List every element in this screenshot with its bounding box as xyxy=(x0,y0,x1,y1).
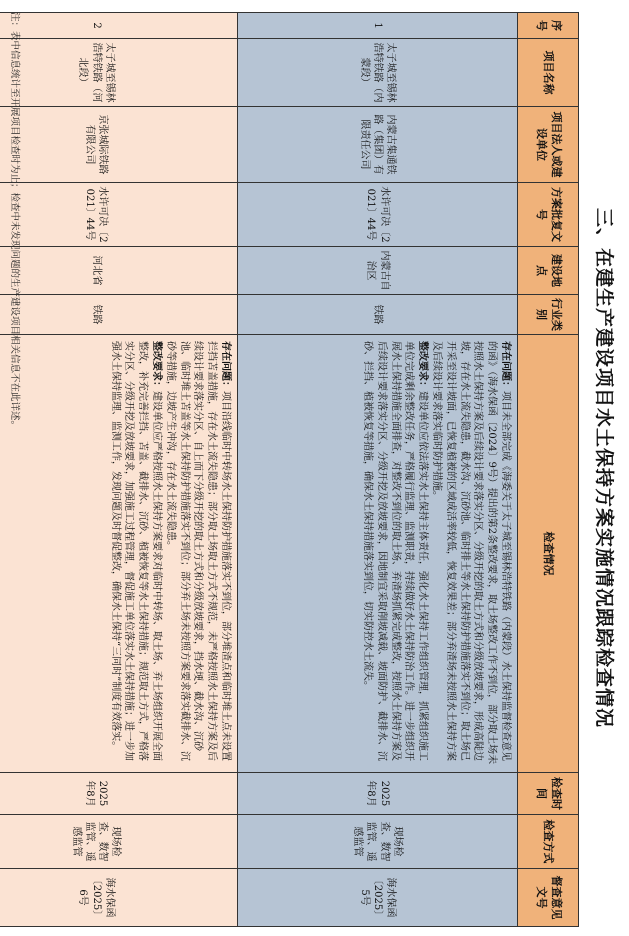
cell-industry: 铁路 xyxy=(0,295,238,335)
requirement-text: 建设单位应严格按照水土保持方案要求对临时中转场、取土场、弃土场组织开展全面整改，补充完善拦挡、苫盖、截排水、沉砂、植被恢复等水土保持措施；规范取土方式，严格落实分区、分级开挖及放坡要求，加强施工过程管理，督促施工单位落实水土保持措施；进一步加强水土保持监理、监测工作，发现问题及时督促整改，确保水土保持“三同时”制度有效落实。 xyxy=(109,341,163,761)
header-opinion: 督查意见文号 xyxy=(518,869,579,927)
requirement-label: 整改要求： xyxy=(151,341,163,391)
problem-text: 项目沿线临时中转场水土保持防护措施落实不到位，部分堆渣点和临时堆土点未设置拦挡苫盖措施，存在水土流失隐患；部分取土场取土方式不规范，未严格按照水土保持方案及后续设计要求落实分区、自上而下分级开挖的取土方式和分级放坡要求，挡水埂、截水沟、沉砂池、临时堆土苫盖等水土保持防护措施落实不到位；部分弃土场未按照方案要求落实截排水、沉砂等措施，边坡产生冲沟，存在水土流失隐患。 xyxy=(164,341,231,761)
table-row xyxy=(0,13,238,927)
header-project-name: 项目名称 xyxy=(518,39,579,107)
cell-project-name: 太子城至锡林浩特铁路（河北段） xyxy=(0,39,238,107)
cell-seq: 1 xyxy=(238,13,518,39)
table-header-row xyxy=(518,13,579,927)
cell-opinion: 海水保函〔2025〕5号 xyxy=(238,869,518,927)
requirement-label: 整改要求： xyxy=(417,341,429,391)
cell-method: 现场检查、数智监管、遥感监管 xyxy=(238,815,518,869)
header-unit: 项目法人或建设单位 xyxy=(518,107,579,183)
cell-unit: 内蒙古集通铁路（集团）有限责任公司 xyxy=(238,107,518,183)
cell-time: 2025年8月 xyxy=(0,773,238,815)
cell-opinion: 海水保函〔2025〕6号 xyxy=(0,869,238,927)
cell-details xyxy=(238,335,518,773)
header-details: 检查情况 xyxy=(518,335,579,773)
cell-seq: 2 xyxy=(0,13,238,39)
requirement-text: 建设单位应依法落实水土保持主体责任，强化水土保持工作组织管理，抓紧组织施工单位完成剩余整改任务，严格履行监理、监测职责，持续做好水土保持防治工作。进一步组织开展水土保持措施全面排查，对整改不到位的取土场、弃渣场抓紧完成整改，按照水土保持方案及后续设计要求落实分区、分级开挖及放坡要求，因地制宜采取削坡减载、坡面防护、截排水、沉砂、拦挡、植被恢复等措施，确保水土保持措施落实到位，切实防控水土流失。 xyxy=(362,341,429,761)
header-method: 检查方式 xyxy=(518,815,579,869)
header-location: 建设地点 xyxy=(518,247,579,295)
problem-label: 存在问题： xyxy=(500,341,511,391)
cell-project-name: 太子城至锡林浩特铁路（内蒙段） xyxy=(238,39,518,107)
cell-industry: 铁路 xyxy=(238,295,518,335)
header-seq: 序号 xyxy=(518,13,579,39)
problem-label: 存在问题： xyxy=(220,341,231,391)
header-industry: 行业类别 xyxy=(518,295,579,335)
inspection-table xyxy=(0,12,579,927)
table-row xyxy=(238,13,518,927)
cell-approval: 水许可决〔2021〕44号 xyxy=(0,183,238,247)
problem-text: 项目未全部完成《海委关于太子城至锡林浩特铁路（内蒙段）水土保持监督检查意见的函》（海水保函〔2024〕9号）提出的第2条整改要求，取土场整改工作不到位，部分取土场未按照水土保持方案及后续设计要求落实分区、分级开挖的取土方式和分级放坡要求，形成高陡边坡，存在水土流失隐患，截水沟、沉砂池、临时排土等水土保持防护措施落实不到位；取土场已开采至设计坡面，已恢复植被的区域成活率较低，恢复效果差；部分弃渣场未按照水土保持方案及后续设计要求落实临时防护措施。 xyxy=(431,341,511,765)
cell-method: 现场检查、数智监管、遥感监管 xyxy=(0,815,238,869)
cell-approval: 水许可决〔2021〕44号 xyxy=(238,183,518,247)
cell-unit: 京张城际铁路有限公司 xyxy=(0,107,238,183)
page-title: 三、在建生产建设项目水土保持方案实施情况跟踪检查情况 xyxy=(593,207,615,728)
cell-location: 河北省 xyxy=(0,247,238,295)
header-approval: 方案批复文号 xyxy=(518,183,579,247)
header-time: 检查时间 xyxy=(518,773,579,815)
cell-details xyxy=(0,335,238,773)
cell-time: 2025年8月 xyxy=(238,773,518,815)
footnote: 注：表中信息统计至开展项目检查时为止；检查中未发现问题的生产建设项目相关信息不在此详述。 xyxy=(9,12,20,431)
cell-location: 内蒙古自治区 xyxy=(238,247,518,295)
